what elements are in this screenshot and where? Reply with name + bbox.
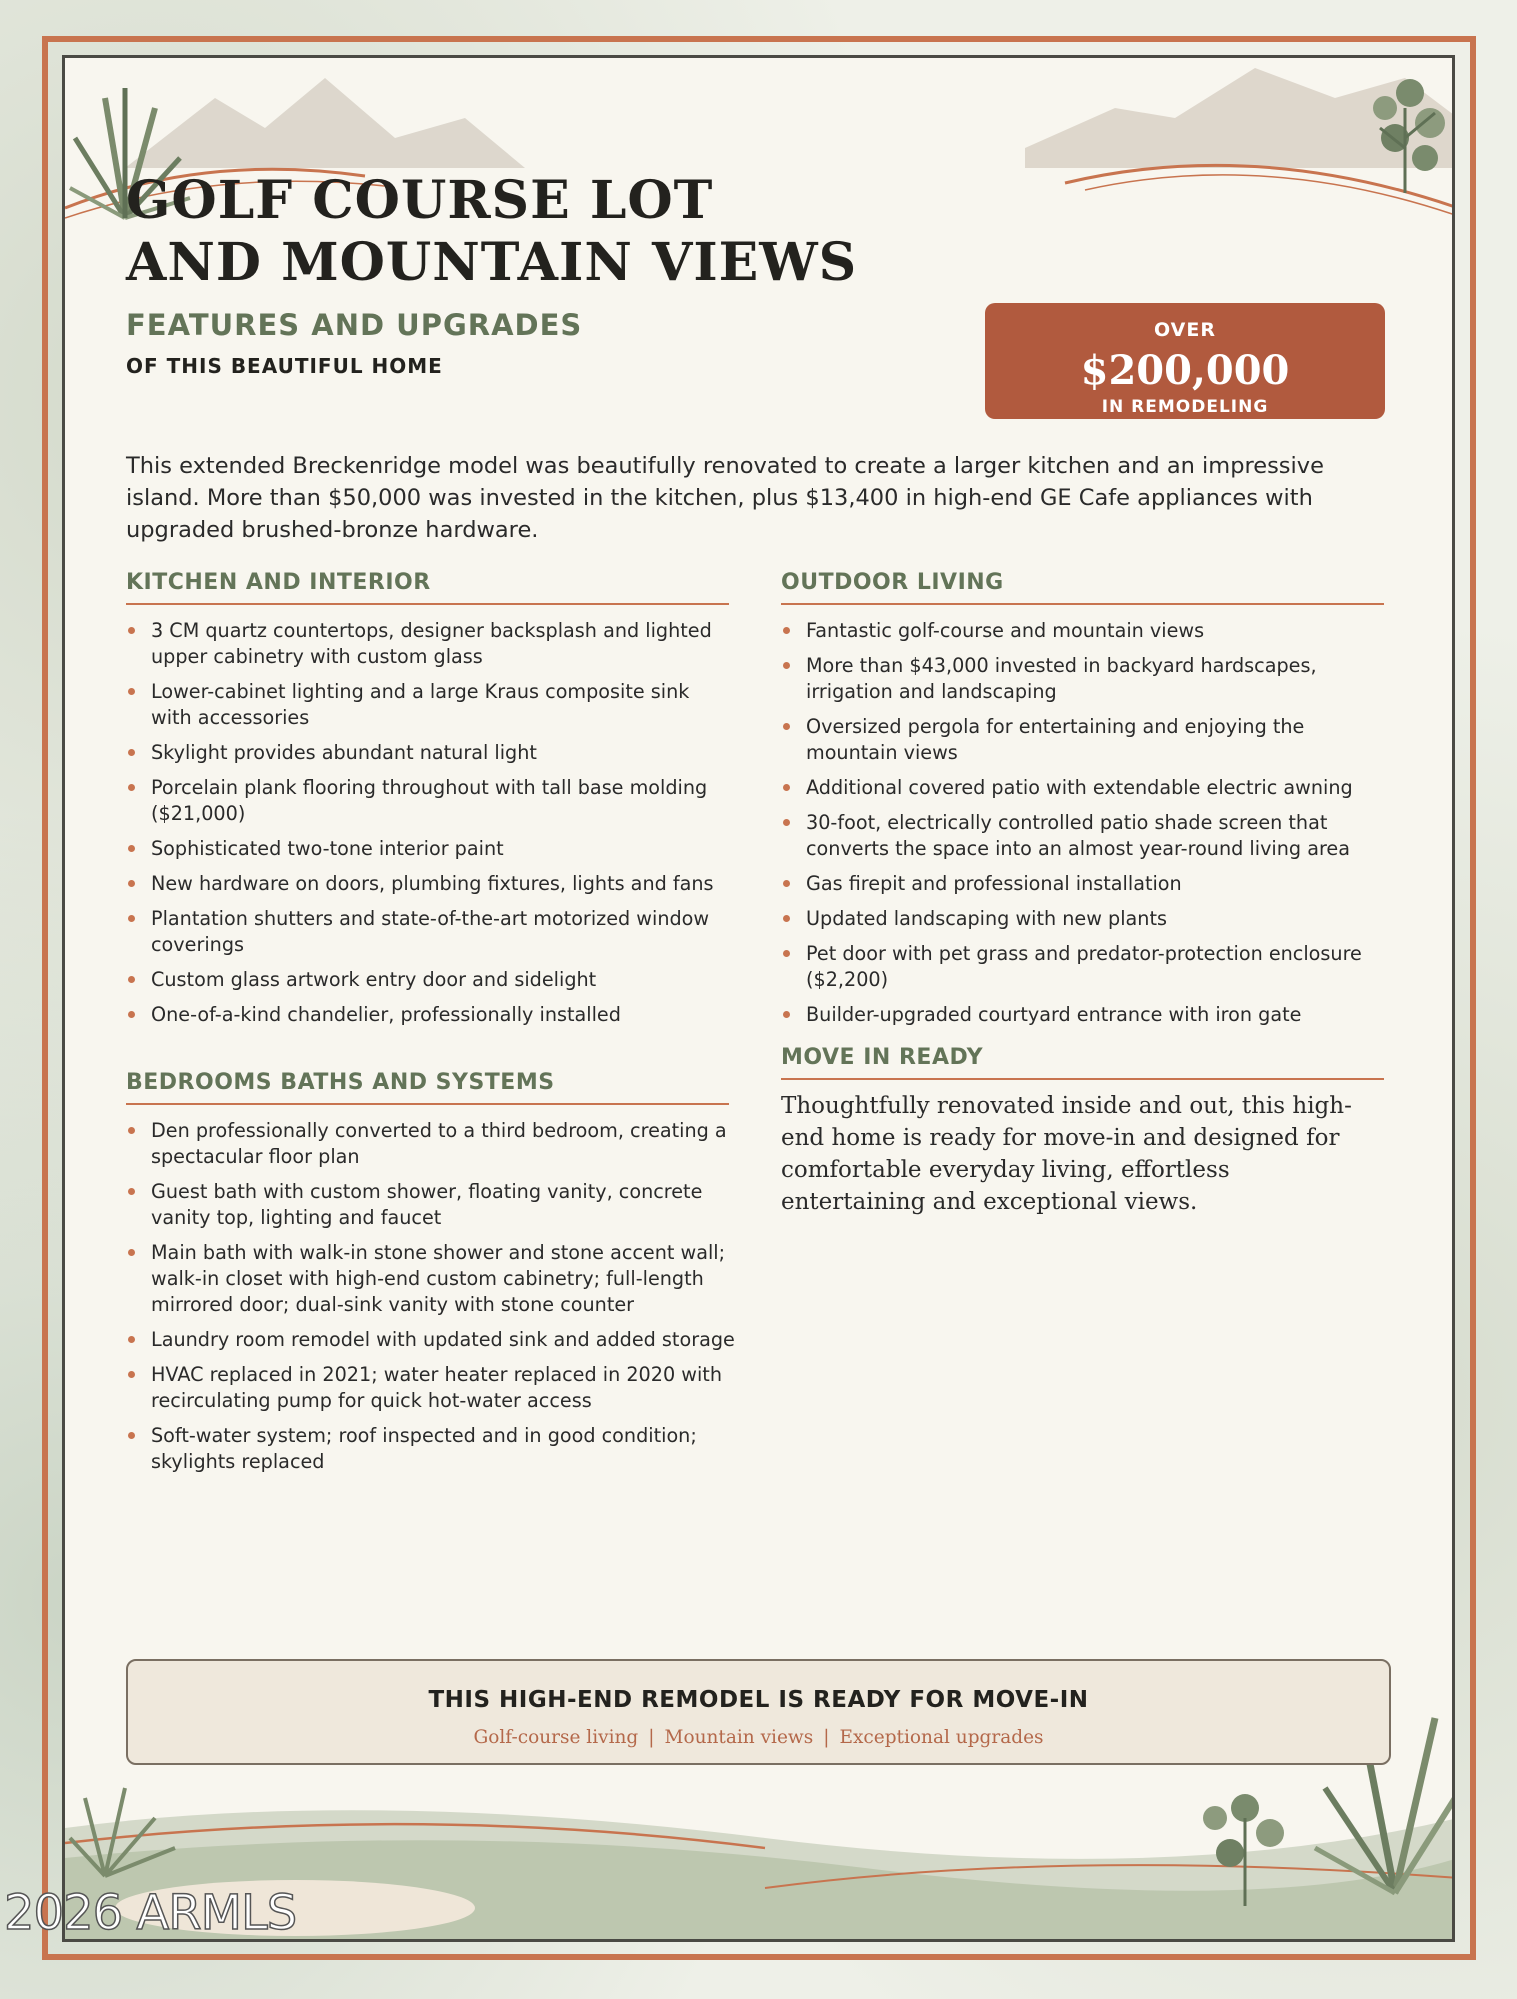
list-item: Guest bath with custom shower, floating vanity, concrete vanity top, lighting and faucet: [126, 1179, 736, 1231]
badge-amount: $200,000: [1080, 347, 1290, 394]
title-line-1: GOLF COURSE LOT: [126, 170, 714, 231]
list-item: Soft-water system; roof inspected and in good condition; skylights replaced: [126, 1423, 736, 1475]
list-item: Main bath with walk-in stone shower and stone accent wall; walk-in closet with high-end custom cabinetry; full-length mirrored door; dual-sink vanity with stone counter: [126, 1240, 736, 1318]
page-title: [126, 170, 1026, 294]
list-item: Fantastic golf-course and mountain views: [781, 618, 1391, 644]
section-heading-outdoor: OUTDOOR LIVING: [781, 570, 1384, 605]
footer-separator: |: [823, 1727, 830, 1748]
section-heading-bedrooms: BEDROOMS BATHS AND SYSTEMS: [126, 1070, 729, 1105]
title-line-2: AND MOUNTAIN VIEWS: [126, 232, 858, 293]
list-item: 3 CM quartz countertops, designer backsplash and lighted upper cabinetry with custom glass: [126, 618, 736, 670]
list-item: Gas firepit and professional installation: [781, 871, 1391, 897]
list-item: Updated landscaping with new plants: [781, 906, 1391, 932]
list-item: Laundry room remodel with updated sink and added storage: [126, 1327, 736, 1353]
list-item: New hardware on doors, plumbing fixtures, lights and fans: [126, 871, 736, 897]
list-item: More than $43,000 invested in backyard hardscapes, irrigation and landscaping: [781, 653, 1391, 705]
list-item: Pet door with pet grass and predator-protection enclosure ($2,200): [781, 941, 1391, 993]
list-item: Custom glass artwork entry door and sidelight: [126, 967, 736, 993]
move-in-paragraph: Thoughtfully renovated inside and out, this high-end home is ready for move-in and designed for comfortable everyday living, effortless entertaining and exceptional views.: [781, 1093, 1352, 1215]
list-item: Oversized pergola for entertaining and enjoying the mountain views: [781, 714, 1391, 766]
outdoor-list: [781, 618, 1391, 1037]
footer-tag-mountain: Mountain views: [664, 1727, 814, 1748]
bedrooms-list: [126, 1118, 736, 1484]
copyright-watermark: 2026 ARMLS: [4, 1885, 297, 1941]
list-item: Plantation shutters and state-of-the-art motorized window coverings: [126, 906, 736, 958]
subtitle-secondary: OF THIS BEAUTIFUL HOME: [126, 354, 443, 378]
list-item: Den professionally converted to a third bedroom, creating a spectacular floor plan: [126, 1118, 736, 1170]
footer-separator: |: [648, 1727, 655, 1748]
shrub-icon: [1355, 68, 1455, 198]
list-item: Builder-upgraded courtyard entrance with iron gate: [781, 1002, 1391, 1028]
footer-banner: [126, 1659, 1391, 1765]
list-item: 30-foot, electrically controlled patio shade screen that converts the space into an almost year-round living area: [781, 810, 1391, 862]
footer-headline: THIS HIGH-END REMODEL IS READY FOR MOVE-IN: [428, 1687, 1089, 1713]
remodel-badge: [985, 303, 1385, 419]
list-item: One-of-a-kind chandelier, professionally installed: [126, 1002, 736, 1028]
list-item: Porcelain plank flooring throughout with tall base molding ($21,000): [126, 775, 736, 827]
intro-paragraph: This extended Breckenridge model was beautifully renovated to create a larger kitchen and an impressive island. More than $50,000 was invested in the kitchen, plus $13,400 in high-end GE Cafe appliances with upgraded brushed-bronze hardware.: [126, 453, 1324, 543]
list-item: Additional covered patio with extendable electric awning: [781, 775, 1391, 801]
list-item: Skylight provides abundant natural light: [126, 740, 736, 766]
grass-icon-bottom-left: [65, 1778, 215, 1878]
footer-tagline: [128, 1727, 1389, 1748]
badge-bottom-text: IN REMODELING: [1101, 397, 1269, 417]
list-item: Lower-cabinet lighting and a large Kraus composite sink with accessories: [126, 679, 736, 731]
kitchen-list: [126, 618, 736, 1037]
section-heading-kitchen: KITCHEN AND INTERIOR: [126, 570, 729, 605]
section-heading-move-in: MOVE IN READY: [781, 1045, 1384, 1080]
footer-tag-upgrades: Exceptional upgrades: [839, 1727, 1044, 1748]
badge-top-text: OVER: [1154, 319, 1216, 341]
list-item: HVAC replaced in 2021; water heater replaced in 2020 with recirculating pump for quick hot-water access: [126, 1362, 736, 1414]
subtitle: FEATURES AND UPGRADES: [126, 308, 583, 342]
footer-tag-golf: Golf-course living: [473, 1727, 639, 1748]
list-item: Sophisticated two-tone interior paint: [126, 836, 736, 862]
shrub-icon-bottom-right: [1185, 1778, 1305, 1908]
